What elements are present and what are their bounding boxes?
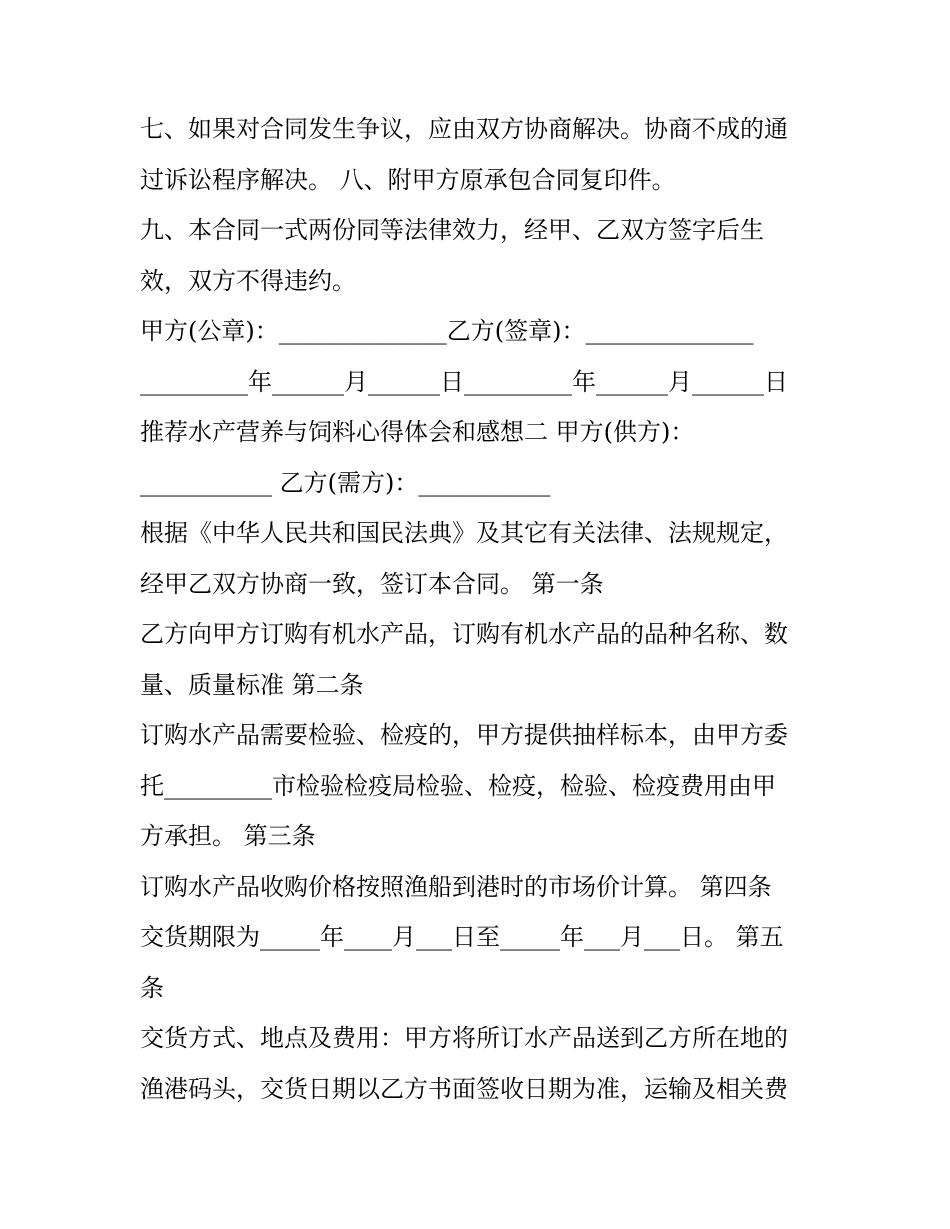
text-line: 方承担。 第三条	[140, 822, 316, 850]
text-line: 订购水产品收购价格按照渔船到港时的市场价计算。 第四条	[140, 872, 772, 901]
text-line: 根据《中华人民共和国民法典》及其它有关法律、法规规定，	[140, 519, 788, 547]
text-line: 七、如果对合同发生争议，应由双方协商解决。协商不成的通	[140, 115, 788, 143]
text-line: 交货期限为_____年____月___日至_____年___月___日。 第五	[140, 923, 784, 951]
text-line: 条	[140, 973, 164, 1002]
text-line: 量、质量标准 第二条	[140, 670, 364, 699]
text-line: 经甲乙双方协商一致，签订本合同。 第一条	[140, 569, 604, 598]
text-line: 托_________市检验检疫局检验、检疫，检验、检疫费用由甲	[140, 771, 776, 800]
text-line: 渔港码头，交货日期以乙方书面签收日期为准，运输及相关费	[140, 1074, 788, 1103]
text-line: 交货方式、地点及费用：甲方将所订水产品送到乙方所在地的	[140, 1024, 788, 1052]
text-line: 过诉讼程序解决。 八、附甲方原承包合同复印件。	[140, 165, 676, 194]
text-line: 乙方向甲方订购有机水产品，订购有机水产品的品种名称、数	[140, 620, 788, 648]
date-line: _________年______月______日_________年______月______日	[140, 367, 788, 396]
text-line: 九、本合同一式两份同等法律效力，经甲、乙双方签字后生	[140, 216, 764, 244]
text-line: 订购水产品需要检验、检疫的，甲方提供抽样标本，由甲方委	[140, 721, 788, 749]
signature-line: 甲方(公章)：______________乙方(签章)：______________	[140, 317, 754, 345]
section-heading-line: 推荐水产营养与饲料心得体会和感想二 甲方(供方)：	[140, 418, 695, 446]
party-line: ___________ 乙方(需方)：___________	[140, 468, 551, 497]
contract-text	[140, 104, 820, 1114]
text-line: 效，双方不得违约。	[140, 266, 356, 295]
